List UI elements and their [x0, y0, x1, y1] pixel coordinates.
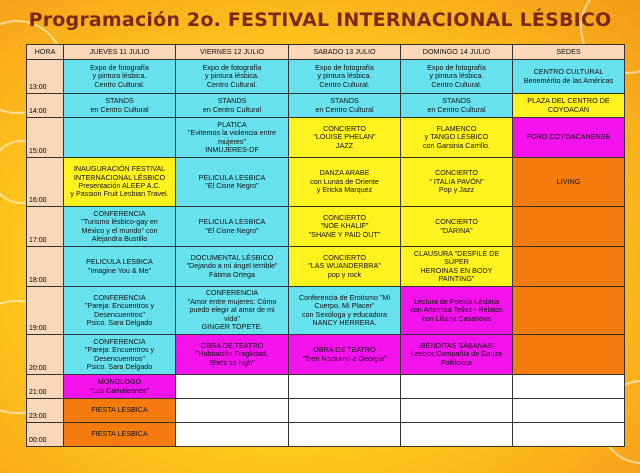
event-line: "Los Camaleones"	[89, 385, 150, 395]
event-line: y TANGO LÉSBICO	[424, 132, 489, 142]
event-line: Psico. Sara Delgado	[86, 361, 153, 371]
event-line: puedo elegir al amor de mi	[189, 305, 275, 315]
event-cell	[176, 118, 289, 158]
event-line: México y el mundo" con	[81, 225, 158, 235]
event-cell	[176, 60, 289, 94]
event-cell	[401, 207, 513, 247]
event-line: con Artemisa Tellez - Relatos	[410, 305, 503, 315]
event-line: Centro Cultural.	[206, 79, 258, 89]
event-line: y pintura lésbica.	[205, 71, 259, 81]
event-line: Alejandra Bustillo	[91, 233, 148, 243]
event-line: Lesbos Compañía de Danza	[410, 349, 503, 359]
time-cell: 15:00	[27, 118, 64, 158]
event-line: Desencuentros"	[94, 353, 145, 363]
event-line: con Sexóloga y educadora	[301, 309, 388, 319]
event-line: Centro Cultural.	[431, 79, 482, 89]
event-line: "Pareja: Encuentros y	[84, 345, 155, 355]
schedule-row	[27, 118, 625, 158]
event-line: "SHANE Y PAID OUT"	[308, 229, 381, 239]
event-line: Expo de fotografía	[90, 62, 149, 72]
event-line: "Tren Nocturno a Georgia"	[302, 353, 387, 363]
event-cell	[289, 60, 401, 94]
event-line: Fátima Ortega	[209, 269, 255, 279]
event-line: CLAUSURA "DESFILE DE SÚPER	[413, 248, 500, 267]
event-line: Psico. Sara Delgado	[86, 317, 153, 327]
event-line: GINGER TOPETE.	[201, 322, 263, 332]
event-cell	[289, 94, 401, 118]
event-line: OBRA DE TEATRO	[200, 340, 264, 350]
event-line: CONCIERTO	[323, 252, 366, 262]
schedule-row	[27, 399, 625, 423]
event-line: CENTRO CULTURAL	[533, 67, 604, 77]
event-line: CONCIERTO	[323, 123, 366, 133]
event-line: FIESTA LESBICA	[91, 429, 148, 439]
event-cell	[401, 423, 513, 447]
event-line: OBRA DE TEATRO	[313, 345, 376, 355]
event-line: Centro Cultural.	[94, 79, 145, 89]
event-cell	[176, 247, 289, 287]
schedule-row	[27, 94, 625, 118]
event-line: "NOE KHALIF"	[320, 221, 369, 231]
event-line: y pintura lésbica.	[317, 71, 372, 81]
venue-cell	[513, 287, 625, 335]
event-cell	[289, 335, 401, 375]
event-line: MONOLOGO	[97, 377, 142, 387]
event-line: JAZZ	[335, 140, 354, 150]
venue-cell	[513, 247, 625, 287]
event-cell	[64, 118, 176, 158]
event-line: "LAS WUANDERBRA"	[308, 261, 381, 271]
event-line: CONCIERTO	[435, 168, 478, 178]
event-line: PLAZA DEL CENTRO DE	[527, 96, 610, 106]
event-cell	[176, 423, 289, 447]
event-line: CONCIERTO	[435, 217, 478, 227]
event-line: "El Cisne Negro"	[205, 225, 259, 235]
header-sedes: SEDES	[513, 45, 625, 60]
event-cell	[401, 375, 513, 399]
event-cell	[176, 375, 289, 399]
time-cell: 14:00	[27, 94, 64, 118]
event-line: en Centro Cultural	[90, 104, 149, 114]
event-cell	[289, 247, 401, 287]
event-line: Presentación ALEEP A.C.	[78, 181, 161, 190]
event-cell	[176, 287, 289, 335]
event-line: Lectura de Poesía Lésbica	[413, 296, 500, 306]
event-line: "LOUISE PHELAN"	[313, 132, 376, 142]
event-line: "Turismo lésbico-gay en	[81, 217, 158, 227]
header-viernes: VIERNES 12 JULIO	[176, 45, 289, 60]
event-line: y Passion Fruit Lesbian Travel.	[70, 189, 169, 199]
event-cell	[401, 118, 513, 158]
event-line: LIVING	[556, 176, 581, 186]
time-cell: 21:00	[27, 375, 64, 399]
page-title: Programación 2o. FESTIVAL INTERNACIONAL LÉSBICO	[28, 9, 612, 31]
event-line: CONCIERTO	[323, 212, 366, 222]
event-line: Centro Cultural.	[319, 79, 370, 89]
event-cell	[64, 158, 176, 207]
event-cell	[401, 94, 513, 118]
event-line: y Ericka Marquez	[316, 185, 373, 195]
event-line: Expo de fotografía	[427, 62, 486, 72]
event-line: " ITALIA PAVÓN"	[429, 176, 484, 186]
event-line: "Dejando a mi ángel terrible"	[186, 261, 278, 271]
event-line: en Centro Cultural	[202, 104, 262, 114]
event-cell	[64, 94, 176, 118]
event-line: STANDS	[217, 96, 247, 106]
event-line: Expo de fotografía	[315, 62, 374, 72]
event-line: Cuerpo, Mi Placer"	[314, 301, 375, 311]
event-line: INTERNACIONAL LÉSBICO	[73, 172, 166, 182]
schedule-row	[27, 207, 625, 247]
schedule-row	[27, 158, 625, 207]
event-cell	[289, 118, 401, 158]
event-line: DANZA ARABE	[319, 168, 370, 178]
event-cell	[289, 158, 401, 207]
event-line: en Centro Cultural	[427, 104, 486, 114]
event-line: FIESTA LESBICA	[91, 405, 148, 415]
venue-cell	[513, 207, 625, 247]
event-line: She's so high"	[209, 357, 255, 367]
venue-cell	[513, 158, 625, 207]
event-line: "DARINA"	[440, 225, 473, 235]
event-cell	[176, 158, 289, 207]
event-line: Folklorica	[441, 357, 472, 367]
event-cell	[176, 399, 289, 423]
schedule-row	[27, 247, 625, 287]
schedule-row	[27, 60, 625, 94]
event-cell	[64, 399, 176, 423]
schedule-table	[26, 44, 625, 447]
event-line: Pop y Jazz	[438, 185, 475, 195]
time-cell: 23:00	[27, 399, 64, 423]
event-line: en Centro Cultural	[315, 104, 374, 114]
schedule-row	[27, 375, 625, 399]
event-line: CONFERENCIA	[93, 292, 146, 302]
venue-cell	[513, 60, 625, 94]
event-cell	[176, 335, 289, 375]
event-cell	[289, 287, 401, 335]
event-line: PAINTING"	[438, 273, 475, 283]
event-line: PELICULA LESBICA	[86, 257, 153, 267]
event-line: INAUGURACIÓN FESTIVAL	[73, 164, 166, 174]
event-line: Benemérito de las Américas	[523, 75, 614, 85]
event-line: con Lunas de Oriente	[310, 176, 379, 186]
time-cell: 18:00	[27, 247, 64, 287]
event-line: DOCUMENTAL LÉSBICO	[190, 252, 274, 262]
event-cell	[176, 94, 289, 118]
event-line: COYOACAN	[547, 104, 590, 114]
event-line: Conferencia de Erotismo "Mi	[298, 292, 391, 302]
event-cell	[401, 287, 513, 335]
header-hora: HORA	[27, 45, 64, 60]
event-line: STANDS	[442, 96, 471, 106]
event-cell	[289, 375, 401, 399]
event-line: PLATICA	[217, 119, 247, 129]
venue-cell	[513, 423, 625, 447]
header-sabado: SABADO 13 JULIO	[289, 45, 401, 60]
event-cell	[64, 60, 176, 94]
event-line: CONFERENCIA	[205, 288, 259, 298]
event-line: y pintura lésbica.	[429, 71, 484, 81]
event-line: PELICULA LESBICA	[198, 217, 266, 227]
time-cell: 16:00	[27, 158, 64, 207]
header-row	[27, 45, 625, 60]
event-line: Expo de fotografía	[202, 62, 262, 72]
venue-cell	[513, 375, 625, 399]
event-cell	[289, 399, 401, 423]
event-line: HEROINAS EN BODY	[420, 265, 493, 275]
event-line: STANDS	[105, 96, 134, 106]
venue-cell	[513, 399, 625, 423]
event-line: NANCY HERRERA.	[312, 317, 377, 327]
schedule-body	[27, 60, 625, 447]
event-line: "Evitemos la violencia entre	[187, 128, 277, 138]
event-line: pop y rock	[327, 269, 362, 279]
schedule-row	[27, 335, 625, 375]
venue-cell	[513, 118, 625, 158]
event-cell	[64, 423, 176, 447]
event-cell	[401, 335, 513, 375]
event-line: PELICULA LESBICA	[198, 172, 266, 182]
event-cell	[176, 207, 289, 247]
event-line: "Amor entre mujeres: Cómo	[187, 296, 277, 306]
event-line: STANDS	[330, 96, 359, 106]
time-cell: 19:00	[27, 287, 64, 335]
event-cell	[64, 375, 176, 399]
time-cell: 17:00	[27, 207, 64, 247]
header-domingo: DOMINGO 14 JULIO	[401, 45, 513, 60]
event-cell	[64, 207, 176, 247]
event-cell	[289, 207, 401, 247]
schedule-row	[27, 287, 625, 335]
time-cell: 13:00	[27, 60, 64, 94]
event-cell	[289, 423, 401, 447]
event-line: "El Cisne Negro"	[205, 181, 259, 190]
event-line: CONFERENCIA	[93, 336, 146, 346]
event-line: INMUJERES-DF	[205, 144, 259, 154]
event-line: con Liliana Casanova	[422, 313, 491, 323]
event-line: ¡BENDITAS SÁBANAS!	[418, 340, 495, 350]
event-cell	[401, 399, 513, 423]
venue-cell	[513, 94, 625, 118]
event-line: "Habitación Fragilidad,	[195, 349, 269, 359]
event-cell	[64, 335, 176, 375]
event-line: y pintura lésbica.	[92, 71, 147, 81]
event-line: "Pareja: Encuentros y	[84, 301, 155, 311]
event-cell	[401, 158, 513, 207]
event-line: FLAMENCO	[436, 123, 477, 133]
event-line: mujeres"	[217, 136, 247, 146]
event-line: con Garsinia Carrillo.	[422, 140, 491, 150]
event-line: Desencuentros"	[94, 309, 145, 319]
time-cell: 00:00	[27, 423, 64, 447]
event-line: "Imagine You & Me"	[87, 265, 152, 275]
event-cell	[64, 247, 176, 287]
venue-cell	[513, 335, 625, 375]
event-line: vida"	[224, 313, 240, 323]
event-line: FORO COYOACANENSE	[526, 132, 611, 142]
event-cell	[64, 287, 176, 335]
event-cell	[401, 60, 513, 94]
time-cell: 20:00	[27, 335, 64, 375]
event-line: CONFERENCIA	[93, 208, 146, 218]
header-jueves: JUEVES 11 JULIO	[64, 45, 176, 60]
schedule-row	[27, 423, 625, 447]
event-cell	[401, 247, 513, 287]
